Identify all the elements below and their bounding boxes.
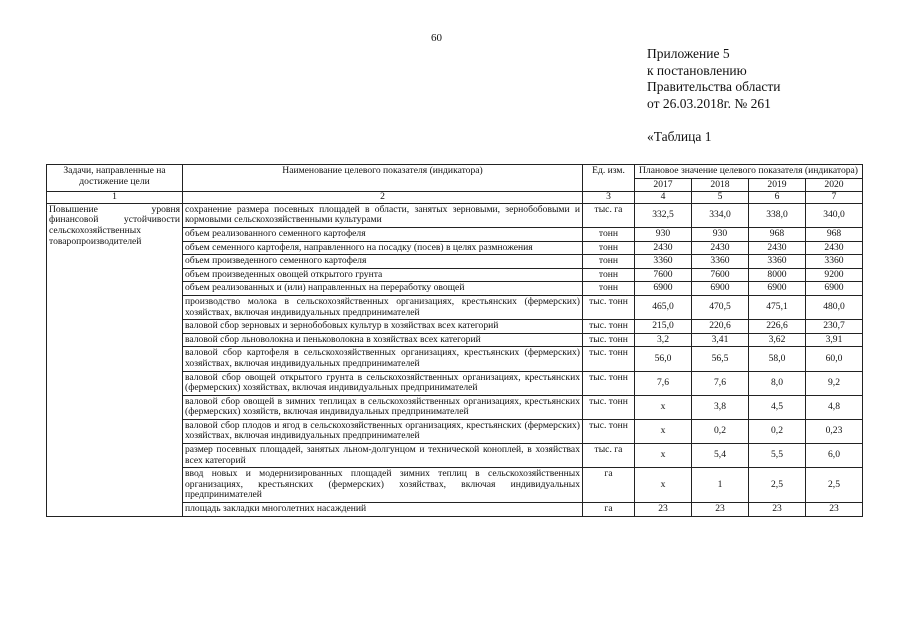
- value-cell: 3360: [806, 255, 863, 269]
- indicator-cell: валовой сбор льноволокна и пеньковолокна в хозяйствах всех категорий: [183, 333, 583, 347]
- value-cell: 6900: [749, 282, 806, 296]
- table-caption: «Таблица 1: [647, 129, 712, 144]
- value-cell: 60,0: [806, 347, 863, 371]
- value-cell: 1: [692, 468, 749, 503]
- appendix-line: к постановлению: [647, 62, 747, 78]
- appendix-line: Приложение 5: [647, 46, 730, 61]
- task-cell: Повышение уровня финансовой устойчивости сельскохозяйственных товаропроизводителей: [47, 203, 183, 516]
- indicator-cell: сохранение размера посевных площадей в области, занятых зерновыми, зернобобовыми и кормовыми сельскохозяйственными культурами: [183, 203, 583, 227]
- value-cell: 480,0: [806, 295, 863, 319]
- appendix-line: Правительства области: [647, 79, 781, 94]
- column-number: 5: [692, 192, 749, 204]
- value-cell: 0,2: [749, 419, 806, 443]
- unit-cell: тыс. га: [583, 203, 635, 227]
- value-cell: 226,6: [749, 320, 806, 334]
- header-unit: Ед. изм.: [583, 165, 635, 192]
- value-cell: 3360: [635, 255, 692, 269]
- indicator-cell: валовой сбор плодов и ягод в сельскохозяйственных организациях, крестьянских (фермерских) хозяйствах, включая индивидуальных предпринимателей: [183, 419, 583, 443]
- indicator-cell: объем семенного картофеля, направленного на посадку (посев) в целях размножения: [183, 241, 583, 255]
- column-number: 4: [635, 192, 692, 204]
- column-number: 6: [749, 192, 806, 204]
- indicator-cell: объем реализованных и (или) направленных на переработку овощей: [183, 282, 583, 296]
- value-cell: 5,5: [749, 444, 806, 468]
- value-cell: 2,5: [806, 468, 863, 503]
- column-number: 1: [47, 192, 183, 204]
- indicator-cell: объем произведенного семенного картофеля: [183, 255, 583, 269]
- value-cell: 930: [635, 227, 692, 241]
- unit-cell: тыс. тонн: [583, 333, 635, 347]
- unit-cell: тыс. тонн: [583, 395, 635, 419]
- value-cell: 7,6: [635, 371, 692, 395]
- value-cell: x: [635, 395, 692, 419]
- value-cell: 2430: [806, 241, 863, 255]
- value-cell: x: [635, 468, 692, 503]
- value-cell: 5,4: [692, 444, 749, 468]
- value-cell: 3360: [749, 255, 806, 269]
- column-numbers-row: [47, 192, 863, 204]
- value-cell: 215,0: [635, 320, 692, 334]
- value-cell: 23: [692, 503, 749, 517]
- unit-cell: га: [583, 468, 635, 503]
- value-cell: 9,2: [806, 371, 863, 395]
- indicators-table: [46, 164, 863, 517]
- unit-cell: тыс. тонн: [583, 371, 635, 395]
- header-task: Задачи, направленные на достижение цели: [47, 165, 183, 192]
- column-number: 3: [583, 192, 635, 204]
- value-cell: 6900: [692, 282, 749, 296]
- unit-cell: тыс. тонн: [583, 419, 635, 443]
- value-cell: 340,0: [806, 203, 863, 227]
- header-planned: Плановое значение целевого показателя (индикатора): [635, 165, 863, 179]
- value-cell: 0,2: [692, 419, 749, 443]
- indicator-cell: валовой сбор овощей в зимних теплицах в сельскохозяйственных организациях, крестьянских (фермерских) хозяйств, включая индивидуальных предпринимателей: [183, 395, 583, 419]
- unit-cell: га: [583, 503, 635, 517]
- unit-cell: тыс. тонн: [583, 320, 635, 334]
- value-cell: 475,1: [749, 295, 806, 319]
- value-cell: 2430: [692, 241, 749, 255]
- value-cell: 230,7: [806, 320, 863, 334]
- value-cell: 58,0: [749, 347, 806, 371]
- value-cell: 9200: [806, 268, 863, 282]
- unit-cell: тонн: [583, 227, 635, 241]
- value-cell: 23: [749, 503, 806, 517]
- value-cell: 6900: [806, 282, 863, 296]
- unit-cell: тыс. тонн: [583, 295, 635, 319]
- indicator-cell: ввод новых и модернизированных площадей зимних теплиц в сельскохозяйственных организациях, крестьянских (фермерских) хозяйствах, включая индивидуальных предпринимателей: [183, 468, 583, 503]
- value-cell: 3,62: [749, 333, 806, 347]
- indicator-cell: производство молока в сельскохозяйственных организациях, крестьянских (фермерских) хозяйствах, включая индивидуальных предпринимателей: [183, 295, 583, 319]
- value-cell: 3,41: [692, 333, 749, 347]
- value-cell: 2430: [749, 241, 806, 255]
- value-cell: 56,5: [692, 347, 749, 371]
- value-cell: 334,0: [692, 203, 749, 227]
- value-cell: 4,8: [806, 395, 863, 419]
- page-number: 60: [431, 32, 442, 44]
- unit-cell: тонн: [583, 268, 635, 282]
- value-cell: 7600: [635, 268, 692, 282]
- column-number: 7: [806, 192, 863, 204]
- value-cell: x: [635, 444, 692, 468]
- value-cell: 8,0: [749, 371, 806, 395]
- appendix-line: от 26.03.2018г. № 261: [647, 95, 771, 111]
- indicator-cell: валовой сбор зерновых и зернобобовых культур в хозяйствах всех категорий: [183, 320, 583, 334]
- indicator-cell: площадь закладки многолетних насаждений: [183, 503, 583, 517]
- column-number: 2: [183, 192, 583, 204]
- value-cell: 8000: [749, 268, 806, 282]
- header-row: [47, 165, 863, 179]
- header-year: 2020: [806, 178, 863, 192]
- appendix-block: [647, 46, 780, 112]
- indicator-cell: объем реализованного семенного картофеля: [183, 227, 583, 241]
- value-cell: 56,0: [635, 347, 692, 371]
- unit-cell: тыс. тонн: [583, 347, 635, 371]
- value-cell: 220,6: [692, 320, 749, 334]
- value-cell: 968: [749, 227, 806, 241]
- value-cell: 968: [806, 227, 863, 241]
- value-cell: 6,0: [806, 444, 863, 468]
- unit-cell: тонн: [583, 241, 635, 255]
- indicator-cell: валовой сбор овощей открытого грунта в сельскохозяйственных организациях, крестьянских (фермерских) хозяйствах, включая индивидуальных предпринимателей: [183, 371, 583, 395]
- value-cell: 7600: [692, 268, 749, 282]
- value-cell: 2430: [635, 241, 692, 255]
- table-row: [47, 203, 863, 227]
- unit-cell: тонн: [583, 255, 635, 269]
- value-cell: x: [635, 419, 692, 443]
- unit-cell: тыс. га: [583, 444, 635, 468]
- value-cell: 4,5: [749, 395, 806, 419]
- value-cell: 338,0: [749, 203, 806, 227]
- header-indicator: Наименование целевого показателя (индикатора): [183, 165, 583, 192]
- header-year: 2019: [749, 178, 806, 192]
- header-year: 2017: [635, 178, 692, 192]
- indicator-cell: валовой сбор картофеля в сельскохозяйственных организациях, крестьянских (фермерских) хозяйствах, включая индивидуальных предпринимателей: [183, 347, 583, 371]
- value-cell: 3,91: [806, 333, 863, 347]
- header-year: 2018: [692, 178, 749, 192]
- value-cell: 465,0: [635, 295, 692, 319]
- value-cell: 3360: [692, 255, 749, 269]
- value-cell: 3,8: [692, 395, 749, 419]
- value-cell: 3,2: [635, 333, 692, 347]
- indicator-cell: размер посевных площадей, занятых льном-долгунцом и технической коноплей, в хозяйствах всех категорий: [183, 444, 583, 468]
- value-cell: 930: [692, 227, 749, 241]
- value-cell: 7,6: [692, 371, 749, 395]
- value-cell: 0,23: [806, 419, 863, 443]
- indicator-cell: объем произведенных овощей открытого грунта: [183, 268, 583, 282]
- unit-cell: тонн: [583, 282, 635, 296]
- value-cell: 2,5: [749, 468, 806, 503]
- value-cell: 470,5: [692, 295, 749, 319]
- value-cell: 23: [635, 503, 692, 517]
- value-cell: 332,5: [635, 203, 692, 227]
- value-cell: 6900: [635, 282, 692, 296]
- value-cell: 23: [806, 503, 863, 517]
